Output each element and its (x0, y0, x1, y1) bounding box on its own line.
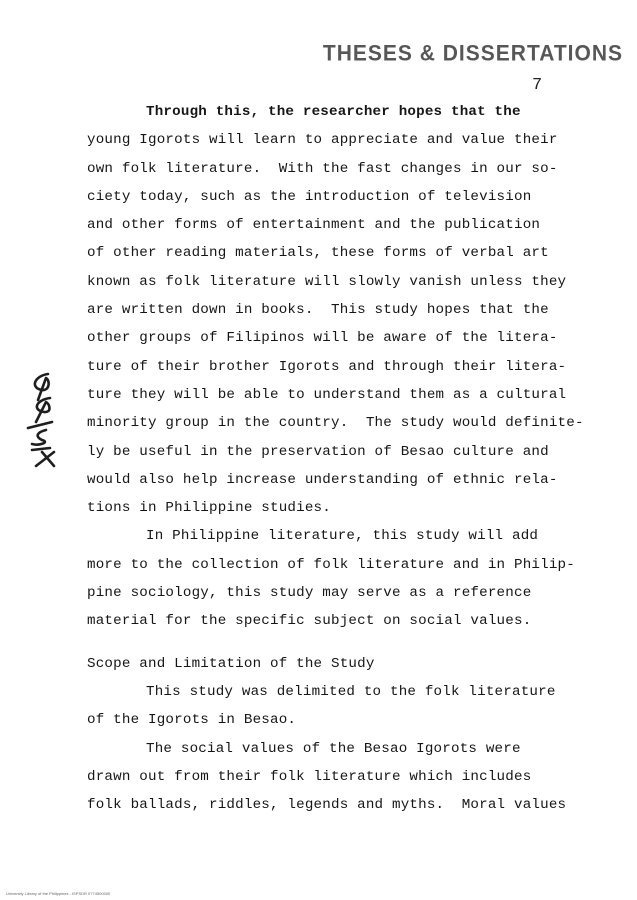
text-line: ly be useful in the preservation of Besao culture and (87, 443, 549, 460)
text-line: drawn out from their folk literature which includes (87, 768, 532, 785)
text-line: would also help increase understanding of ethnic rela- (87, 471, 558, 488)
text-line: more to the collection of folk literature and in Philip- (87, 556, 575, 573)
text-line: young Igorots will learn to appreciate and value their (87, 132, 558, 149)
text-line: pine sociology, this study may serve as a reference (87, 585, 532, 602)
text-line: other groups of Filipinos will be aware of the litera- (87, 330, 558, 347)
text-line: folk ballads, riddles, legends and myths. Moral values (87, 797, 567, 814)
handwritten-margin-note (20, 370, 60, 470)
text-line: tions in Philippine studies. (87, 500, 331, 517)
page-number: 7 (532, 76, 543, 95)
text-line: and other forms of entertainment and the publication (87, 217, 541, 234)
theses-dissertations-stamp: THESES & DISSERTATIONS (322, 41, 623, 66)
section-heading: Scope and Limitation of the Study (87, 655, 375, 672)
text-line: are written down in books. This study hopes that the (87, 302, 549, 319)
text-line: Through this, the researcher hopes that the (146, 104, 521, 120)
text-line: of the Igorots in Besao. (87, 712, 297, 729)
text-line: In Philippine literature, this study will add (146, 528, 539, 545)
text-line: of other reading materials, these forms of verbal art (87, 245, 549, 262)
text-line: known as folk literature will slowly vanish unless they (87, 273, 567, 290)
text-line: ciety today, such as the introduction of television (87, 188, 532, 205)
text-line: own folk literature. With the fast changes in our so- (87, 160, 558, 177)
text-line: material for the specific subject on social values. (87, 613, 532, 630)
body-text (87, 98, 607, 819)
text-line: The social values of the Besao Igorots were (146, 740, 521, 757)
text-line: This study was delimited to the folk literature (146, 683, 556, 700)
text-line: ture they will be able to understand them as a cultural (87, 386, 567, 403)
text-line: minority group in the country. The study would definite- (87, 415, 584, 432)
text-line: ture of their brother Igorots and through their litera- (87, 358, 567, 375)
footer-credit: University Library of the Philippines - ISPSDR 0774500000 (6, 891, 111, 896)
handwritten-note-icon (20, 370, 60, 470)
